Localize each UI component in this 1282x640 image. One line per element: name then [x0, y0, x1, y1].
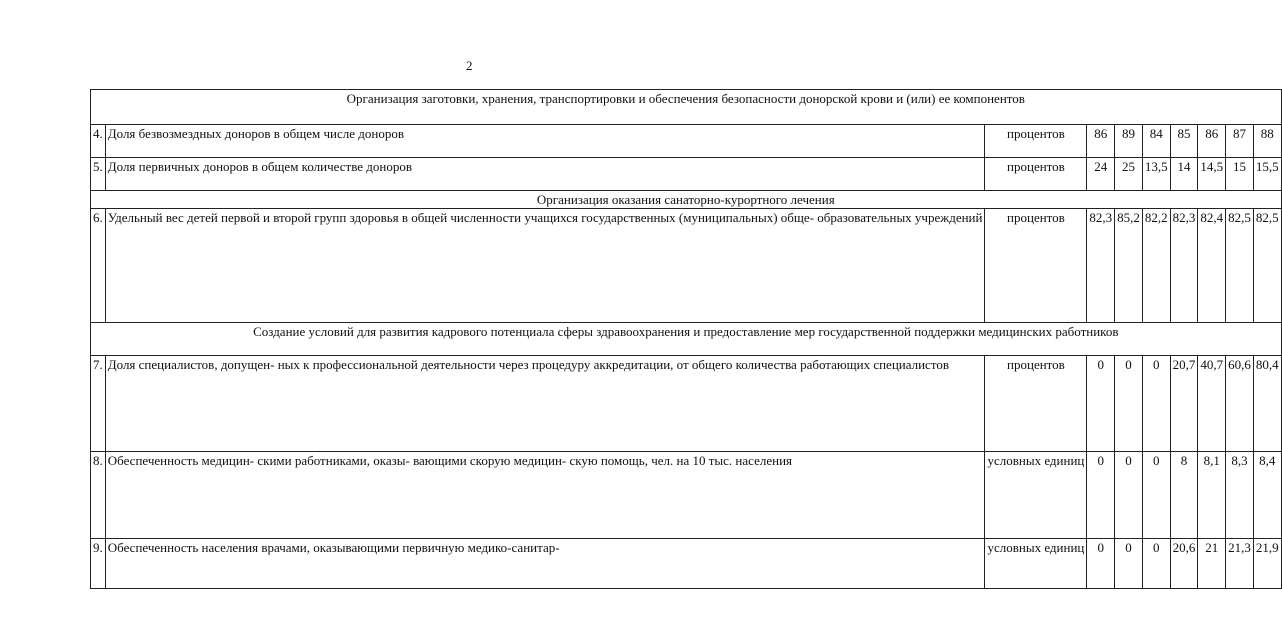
value-cell: 82,5 — [1253, 209, 1281, 323]
value-cell: 82,4 — [1198, 209, 1226, 323]
section-header-row — [91, 323, 1282, 356]
value-cell: 0 — [1087, 452, 1115, 539]
value-cell: 14,5 — [1198, 158, 1226, 191]
value-cell: 89 — [1115, 125, 1143, 158]
value-cell: 0 — [1142, 539, 1170, 589]
table-row — [91, 125, 1282, 158]
value-cell: 60,6 — [1226, 356, 1254, 452]
section-title: Организация оказания санаторно-курортного лечения — [91, 191, 1282, 209]
unit-cell: условных единиц — [985, 539, 1087, 589]
section-title: Создание условий для развития кадрового потенциала сферы здравоохранения и предоставление мер государственной поддержки медицинских работников — [91, 323, 1282, 356]
indicator-name: Доля специалистов, допущен- ных к профессиональной деятельности через процедуру аккредитации, от общего количества работающих специалистов — [105, 356, 985, 452]
value-cell: 0 — [1142, 356, 1170, 452]
value-cell: 0 — [1142, 452, 1170, 539]
indicator-name: Обеспеченность медицин- скими работниками, оказы- вающими скорую медицин- скую помощь, чел. на 10 тыс. населения — [105, 452, 985, 539]
value-cell: 14 — [1170, 158, 1198, 191]
value-cell: 0 — [1087, 356, 1115, 452]
row-number: 8. — [91, 452, 106, 539]
value-cell: 8,4 — [1253, 452, 1281, 539]
value-cell: 21,3 — [1226, 539, 1254, 589]
value-cell: 82,3 — [1087, 209, 1115, 323]
value-cell: 82,2 — [1142, 209, 1170, 323]
row-number: 4. — [91, 125, 106, 158]
row-number: 7. — [91, 356, 106, 452]
value-cell: 0 — [1087, 539, 1115, 589]
value-cell: 87 — [1226, 125, 1254, 158]
table-row — [91, 539, 1282, 589]
section-header-row — [91, 191, 1282, 209]
section-header-row — [91, 90, 1282, 125]
value-cell: 20,6 — [1170, 539, 1198, 589]
table-body — [91, 90, 1282, 589]
value-cell: 86 — [1087, 125, 1115, 158]
unit-cell: процентов — [985, 209, 1087, 323]
unit-cell: условных единиц — [985, 452, 1087, 539]
value-cell: 13,5 — [1142, 158, 1170, 191]
indicator-table — [90, 89, 1282, 589]
table-row — [91, 158, 1282, 191]
page-number: 2 — [466, 58, 473, 73]
unit-cell: процентов — [985, 125, 1087, 158]
table-row — [91, 452, 1282, 539]
unit-cell: процентов — [985, 158, 1087, 191]
value-cell: 0 — [1115, 539, 1143, 589]
value-cell: 85 — [1170, 125, 1198, 158]
value-cell: 15 — [1226, 158, 1254, 191]
value-cell: 21,9 — [1253, 539, 1281, 589]
indicator-name: Доля безвозмездных доноров в общем числе доноров — [105, 125, 985, 158]
value-cell: 25 — [1115, 158, 1143, 191]
indicator-name: Доля первичных доноров в общем количестве доноров — [105, 158, 985, 191]
value-cell: 8 — [1170, 452, 1198, 539]
value-cell: 20,7 — [1170, 356, 1198, 452]
table-row — [91, 356, 1282, 452]
row-number: 5. — [91, 158, 106, 191]
value-cell: 84 — [1142, 125, 1170, 158]
table-row — [91, 209, 1282, 323]
value-cell: 8,3 — [1226, 452, 1254, 539]
value-cell: 0 — [1115, 356, 1143, 452]
value-cell: 82,5 — [1226, 209, 1254, 323]
indicator-name: Удельный вес детей первой и второй групп здоровья в общей численности учащихся государственных (муниципальных) обще- образовательных учреждений — [105, 209, 985, 323]
value-cell: 88 — [1253, 125, 1281, 158]
row-number: 6. — [91, 209, 106, 323]
indicator-name: Обеспеченность населения врачами, оказывающими первичную медико-санитар- — [105, 539, 985, 589]
section-title: Организация заготовки, хранения, транспортировки и обеспечения безопасности донорской крови и (или) ее компонентов — [91, 90, 1282, 125]
value-cell: 40,7 — [1198, 356, 1226, 452]
value-cell: 86 — [1198, 125, 1226, 158]
value-cell: 85,2 — [1115, 209, 1143, 323]
value-cell: 8,1 — [1198, 452, 1226, 539]
value-cell: 15,5 — [1253, 158, 1281, 191]
row-number: 9. — [91, 539, 106, 589]
value-cell: 0 — [1115, 452, 1143, 539]
unit-cell: процентов — [985, 356, 1087, 452]
value-cell: 82,3 — [1170, 209, 1198, 323]
value-cell: 21 — [1198, 539, 1226, 589]
value-cell: 24 — [1087, 158, 1115, 191]
value-cell: 80,4 — [1253, 356, 1281, 452]
